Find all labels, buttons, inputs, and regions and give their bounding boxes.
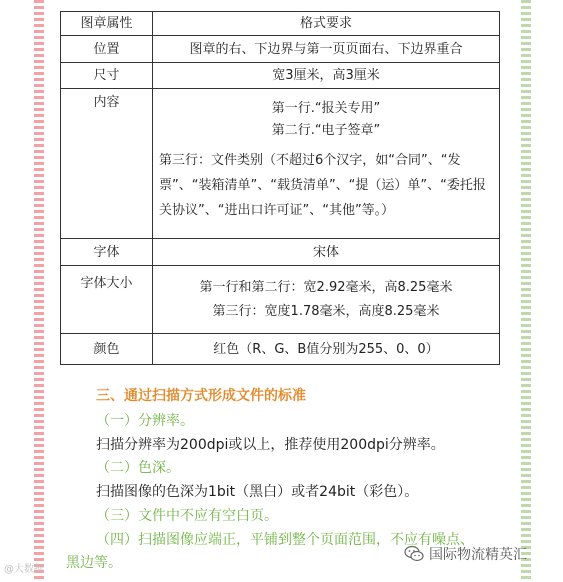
table-row [61,334,500,365]
wechat-icon [404,545,424,563]
content-line-3: 第三行：文件类别（不超过6个汉字，如“合同”、“发票”、“装箱清单”、“载货清单”、“提（运）单”、“委托报关协议”、“进出口许可证”、“其他”等。） [159,153,486,218]
row-property-font-size: 字体大小 [61,266,153,334]
section-heading: 三、通过扫描方式形成文件的标准 [96,388,306,404]
header-property: 图章属性 [61,12,153,36]
table-row [61,266,500,334]
subheading-image-alignment: （四）扫描图像应端正，平铺到整个页面范围，不应有噪点、 [96,532,474,548]
decorative-border-right [521,0,531,582]
watermark-right [404,544,527,564]
row-value-position: 图章的右、下边界与第一页页面右、下边界重合 [153,36,500,63]
seal-format-table [60,11,500,365]
subheading-image-alignment-cont: 黑边等。 [66,555,122,571]
font-size-line-1: 第一行和第二行：宽2.92毫米，高8.25毫米 [199,279,453,295]
row-property-font: 字体 [61,239,153,266]
row-property-color: 颜色 [61,334,153,365]
table-header-row [61,12,500,36]
paragraph-resolution: 扫描分辨率为200dpi或以上，推荐使用200dpi分辨率。 [96,437,445,453]
row-value-font: 宋体 [153,239,500,266]
table-row [61,89,500,239]
row-value-content [153,89,500,239]
header-requirement: 格式要求 [153,12,500,36]
row-value-size: 宽3厘米，高3厘米 [153,63,500,89]
row-property-size: 尺寸 [61,63,153,89]
row-property-content: 内容 [61,89,153,239]
decorative-border-left [34,0,44,582]
subheading-resolution: （一）分辨率。 [96,413,194,429]
font-size-line-2: 第三行：宽度1.78毫米，高度8.25毫米 [212,303,440,319]
content-line-2: 第二行.“电子签章” [271,123,381,138]
content-line-1: 第一行.“报关专用” [271,101,381,116]
row-value-font-size [153,266,500,334]
subheading-color-depth: （二）色深。 [96,460,180,476]
row-property-position: 位置 [61,36,153,63]
row-value-color: 红色（R、G、B值分别为255、0、0） [153,334,500,365]
table-row [61,239,500,266]
paragraph-color-depth: 扫描图像的色深为1bit（黑白）或者24bit（彩色）。 [96,484,419,500]
account-name: 国际物流精英汇 [429,547,527,563]
table-row [61,63,500,89]
table-row [61,36,500,63]
subheading-no-blank-pages: （三）文件中不应有空白页。 [96,508,278,524]
watermark-left: @大数据 [4,564,44,575]
